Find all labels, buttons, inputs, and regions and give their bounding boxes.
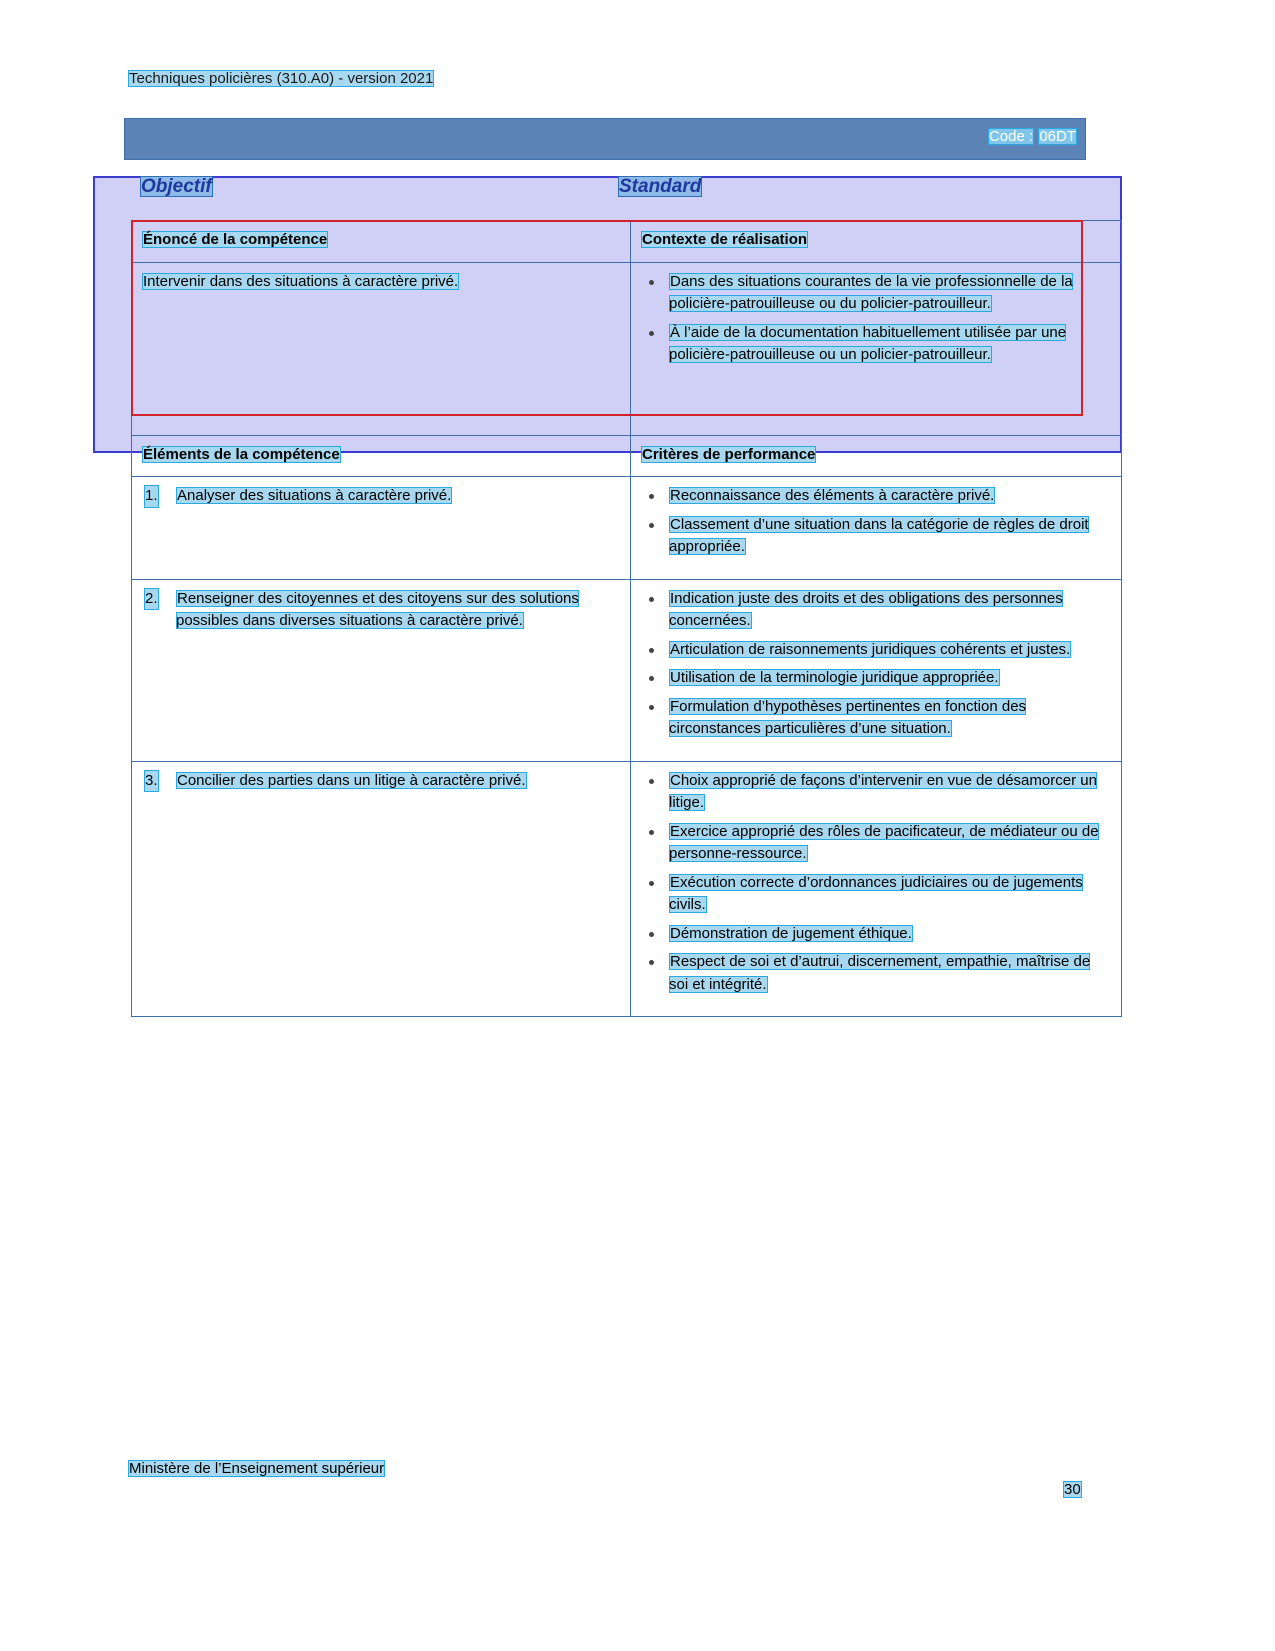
criteria-text: Classement d’une situation dans la catégorie de règles de droit appropriée. xyxy=(669,515,1089,555)
enonce-cell xyxy=(132,262,631,435)
criteria-bullet-list xyxy=(641,588,1113,741)
table-row xyxy=(132,477,1122,580)
contexte-bullet-text: À l’aide de la documentation habituellement utilisée par une policière-patrouilleuse ou un policier-patrouilleur. xyxy=(669,323,1067,363)
table-row xyxy=(132,761,1122,1017)
title-standard xyxy=(618,176,702,198)
table-row xyxy=(132,579,1122,761)
criteria-bullet-list xyxy=(641,770,1113,997)
element-text: Concilier des parties dans un litige à caractère privé. xyxy=(177,771,526,789)
element-item xyxy=(142,485,622,508)
element-item xyxy=(142,770,622,793)
element-item xyxy=(142,588,622,633)
footer-left xyxy=(128,1460,385,1477)
table-row xyxy=(132,435,1122,477)
header-contexte-text: Contexte de réalisation xyxy=(642,231,808,248)
list-item xyxy=(641,667,1113,690)
criteria-text: Indication juste des droits et des obligations des personnes concernées. xyxy=(669,589,1063,629)
criteria-cell xyxy=(631,579,1122,761)
element-cell xyxy=(132,477,631,580)
criteria-bullet-list xyxy=(641,485,1113,559)
element-cell xyxy=(132,579,631,761)
list-item xyxy=(641,770,1113,815)
footer-page-text: 30 xyxy=(1064,1481,1081,1498)
criteria-text: Démonstration de jugement éthique. xyxy=(670,924,912,942)
table-row xyxy=(132,262,1122,435)
code-value: 06DT xyxy=(1039,128,1076,145)
list-item xyxy=(641,872,1113,917)
criteria-text: Reconnaissance des éléments à caractère privé. xyxy=(670,487,995,504)
title-objectif xyxy=(140,176,213,198)
list-item xyxy=(641,821,1113,866)
criteria-text: Respect de soi et d’autrui, discernement, empathie, maîtrise de soi et intégrité. xyxy=(669,953,1091,993)
code-band xyxy=(124,118,1086,160)
list-item xyxy=(641,951,1113,996)
element-number: 2. xyxy=(144,588,159,611)
footer-page-number xyxy=(1063,1481,1082,1498)
list-item xyxy=(641,588,1113,633)
criteria-text: Formulation d’hypothèses pertinentes en fonction des circonstances particulières d’une situation. xyxy=(669,697,1027,737)
criteria-text: Exécution correcte d’ordonnances judiciaires ou de jugements civils. xyxy=(669,873,1083,913)
element-cell xyxy=(132,761,631,1017)
document-header-text: Techniques policières (310.A0) - version 2021 xyxy=(129,70,434,87)
title-objectif-text: Objectif xyxy=(141,176,212,197)
list-item xyxy=(641,514,1113,559)
contexte-bullet-list xyxy=(641,271,1113,367)
table-row xyxy=(132,221,1122,263)
criteria-text: Articulation de raisonnements juridiques cohérents et justes. xyxy=(670,640,1071,658)
contexte-cell xyxy=(631,262,1122,435)
document-header xyxy=(128,70,434,87)
footer-left-text: Ministère de l’Enseignement supérieur xyxy=(129,1460,385,1477)
code-label: Code : xyxy=(988,128,1034,145)
element-text: Analyser des situations à caractère privé. xyxy=(177,487,452,504)
element-text: Renseigner des citoyennes et des citoyens sur des solutions possibles dans diverses situations à caractère privé. xyxy=(176,589,579,629)
column-titles xyxy=(140,176,1085,206)
criteria-text: Exercice approprié des rôles de pacificateur, de médiateur ou de personne-ressource. xyxy=(669,822,1099,862)
element-number: 1. xyxy=(144,485,159,508)
enonce-text: Intervenir dans des situations à caractère privé. xyxy=(143,272,459,290)
list-item xyxy=(641,271,1113,316)
list-item xyxy=(641,639,1113,662)
header-criteres-cell xyxy=(631,435,1122,477)
criteria-cell xyxy=(631,761,1122,1017)
title-standard-text: Standard xyxy=(619,176,702,197)
header-elements-text: Éléments de la compétence xyxy=(143,445,340,463)
header-criteres-text: Critères de performance xyxy=(642,445,816,463)
list-item xyxy=(641,322,1113,367)
header-contexte-cell xyxy=(631,221,1122,263)
criteria-text: Utilisation de la terminologie juridique appropriée. xyxy=(670,669,999,686)
criteria-text: Choix approprié de façons d’intervenir en vue de désamorcer un litige. xyxy=(669,771,1097,811)
list-item xyxy=(641,923,1113,946)
list-item xyxy=(641,485,1113,508)
list-item xyxy=(641,696,1113,741)
header-enonce-text: Énoncé de la compétence xyxy=(143,231,328,248)
competency-table xyxy=(131,220,1122,1017)
code-band-text xyxy=(988,128,1077,145)
header-elements-cell xyxy=(132,435,631,477)
header-enonce-cell xyxy=(132,221,631,263)
contexte-bullet-text: Dans des situations courantes de la vie professionnelle de la policière-patrouilleuse ou du policier-patrouilleur. xyxy=(669,272,1073,312)
criteria-cell xyxy=(631,477,1122,580)
element-number: 3. xyxy=(144,770,159,793)
